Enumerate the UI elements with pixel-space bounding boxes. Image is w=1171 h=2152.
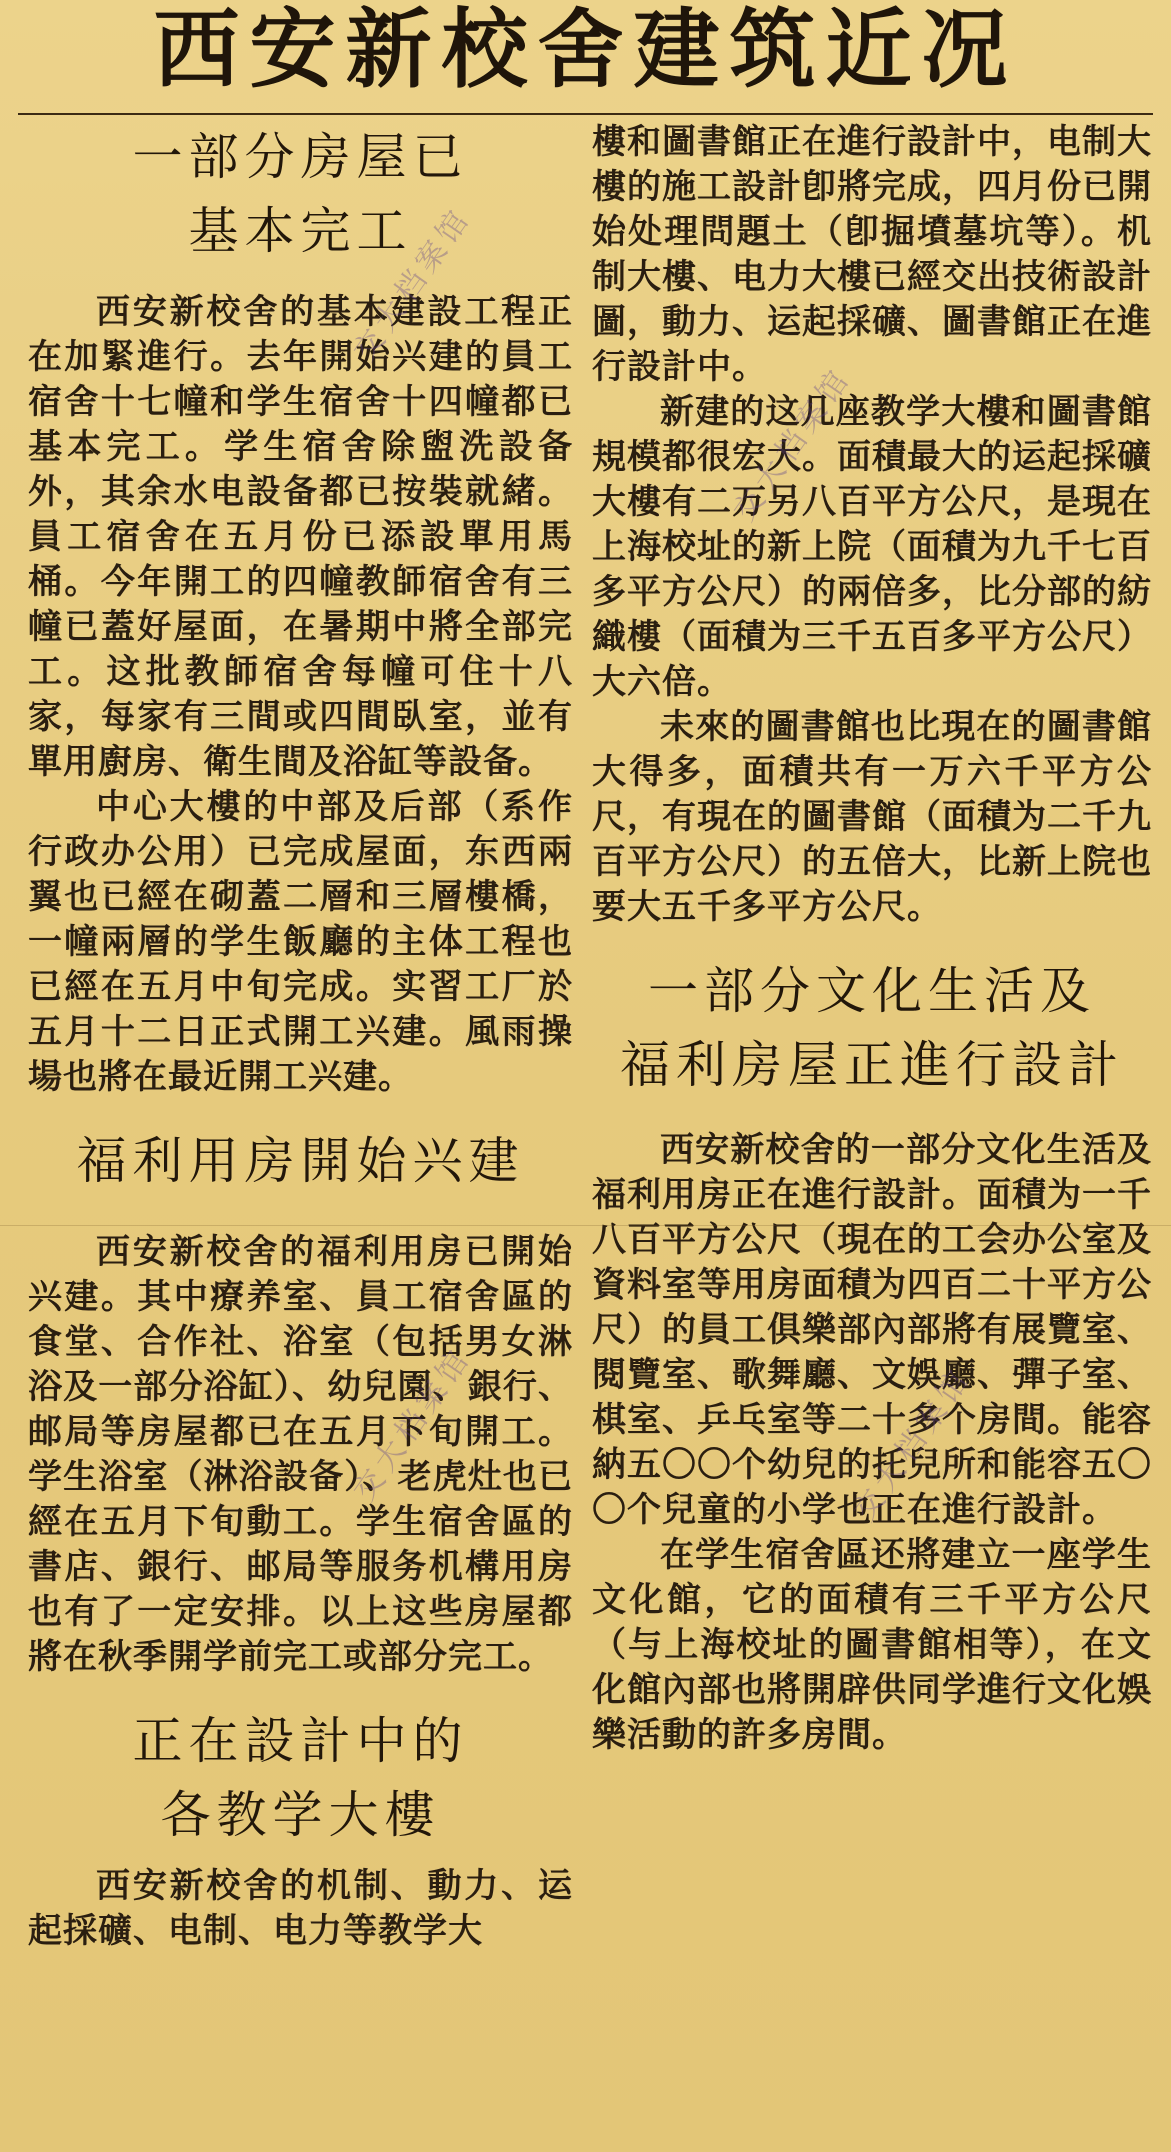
right-column: [592, 120, 1152, 1758]
section-heading-completed: 一部分房屋已 基本完工: [132, 128, 469, 260]
paragraph-culture-hall: 在学生宿舍區还將建立一座学生文化館，它的面積有三千平方公尺（与上海校址的圖書館相等），在文化館內部也將開辟供同学進行文化娛樂活動的許多房間。: [592, 1535, 1152, 1755]
archive-watermark: 交大档案馆: [726, 360, 859, 528]
paragraph-teaching-buildings: 西安新校舍的机制、動力、运起採礦、电制、电力等教学大: [28, 1866, 573, 1951]
paragraph-club: 西安新校舍的一部分文化生活及福利用房正在進行設計。面積为一千八百平方公尺（現在的工会办公室及資料室等用房面積为四百二十平方公尺）的員工俱樂部內部將有展覽室、閱覽室、歌舞廳、文娛廳、彈子室、棋室、乒乓室等二十多个房間。能容納五〇〇个幼兒的托兒所和能容五〇〇个兒童的小学也正在進行設計。: [592, 1130, 1152, 1530]
archive-watermark: 交大档案馆: [846, 1360, 979, 1528]
title-rule: [18, 113, 1153, 115]
paragraph-dormitories: 西安新校舍的基本建設工程正在加緊進行。去年開始兴建的員工宿舍十七幢和学生宿舍十四幢都已基本完工。学生宿舍除盥洗設备外，其余水电設备都已按裝就緒。員工宿舍在五月份已添設單用馬桶。今年開工的四幢教師宿舍有三幢已蓋好屋面，在暑期中將全部完工。这批教師宿舍每幢可住十八家，每家有三間或四間臥室，並有單用廚房、衛生間及浴缸等設备。: [28, 292, 573, 782]
article-title: 西安新校舍建筑近况: [153, 0, 1018, 100]
paragraph-central-building: 中心大樓的中部及后部（系作行政办公用）已完成屋面，东西兩翼也已經在砌蓋二層和三層樓橋，一幢兩層的学生飯廳的主体工程也已經在五月中旬完成。实習工厂於五月十二日正式開工兴建。風雨操場也將在最近開工兴建。: [28, 787, 573, 1097]
paragraph-welfare: 西安新校舍的福利用房已開始兴建。其中療养室、員工宿舍區的食堂、合作社、浴室（包括男女淋浴及一部分浴缸）、幼兒園、銀行、邮局等房屋都已在五月下旬開工。学生浴室（淋浴設备）、老虎灶也已經在五月下旬動工。学生宿舍區的書店、銀行、邮局等服务机構用房也有了一定安排。以上这些房屋都將在秋季開学前完工或部分完工。: [28, 1232, 573, 1677]
archive-watermark: 交大档案馆: [346, 200, 479, 368]
section-heading-teaching-buildings: 正在設計中的 各教学大樓: [132, 1712, 469, 1844]
section-heading-cultural: 一部分文化生活及 福利房屋正進行設計: [620, 962, 1124, 1094]
paragraph-design-progress: 樓和圖書館正在進行設計中，电制大樓的施工設計卽將完成，四月份已開始处理問題土（卽掘墳墓坑等）。机制大樓、电力大樓已經交出技術設計圖，動力、运起採礦、圖書館正在進行設計中。: [592, 122, 1152, 387]
paragraph-library: 未來的圖書館也比現在的圖書館大得多，面積共有一万六千平方公尺，有現在的圖書館（面積为二千九百平方公尺）的五倍大，比新上院也要大五千多平方公尺。: [592, 707, 1152, 927]
page-fold: [0, 1225, 1171, 1226]
left-column: [28, 120, 573, 1954]
paragraph-building-scale: 新建的这几座教学大樓和圖書館規模都很宏大。面積最大的运起採礦大樓有二万另八百平方公尺，是現在上海校址的新上院（面積为九千七百多平方公尺）的兩倍多，比分部的紡織樓（面積为三千五百多平方公尺）大六倍。: [592, 392, 1152, 702]
section-heading-welfare: 福利用房開始兴建: [76, 1132, 525, 1190]
archive-watermark: 交大档案馆: [346, 1340, 479, 1508]
